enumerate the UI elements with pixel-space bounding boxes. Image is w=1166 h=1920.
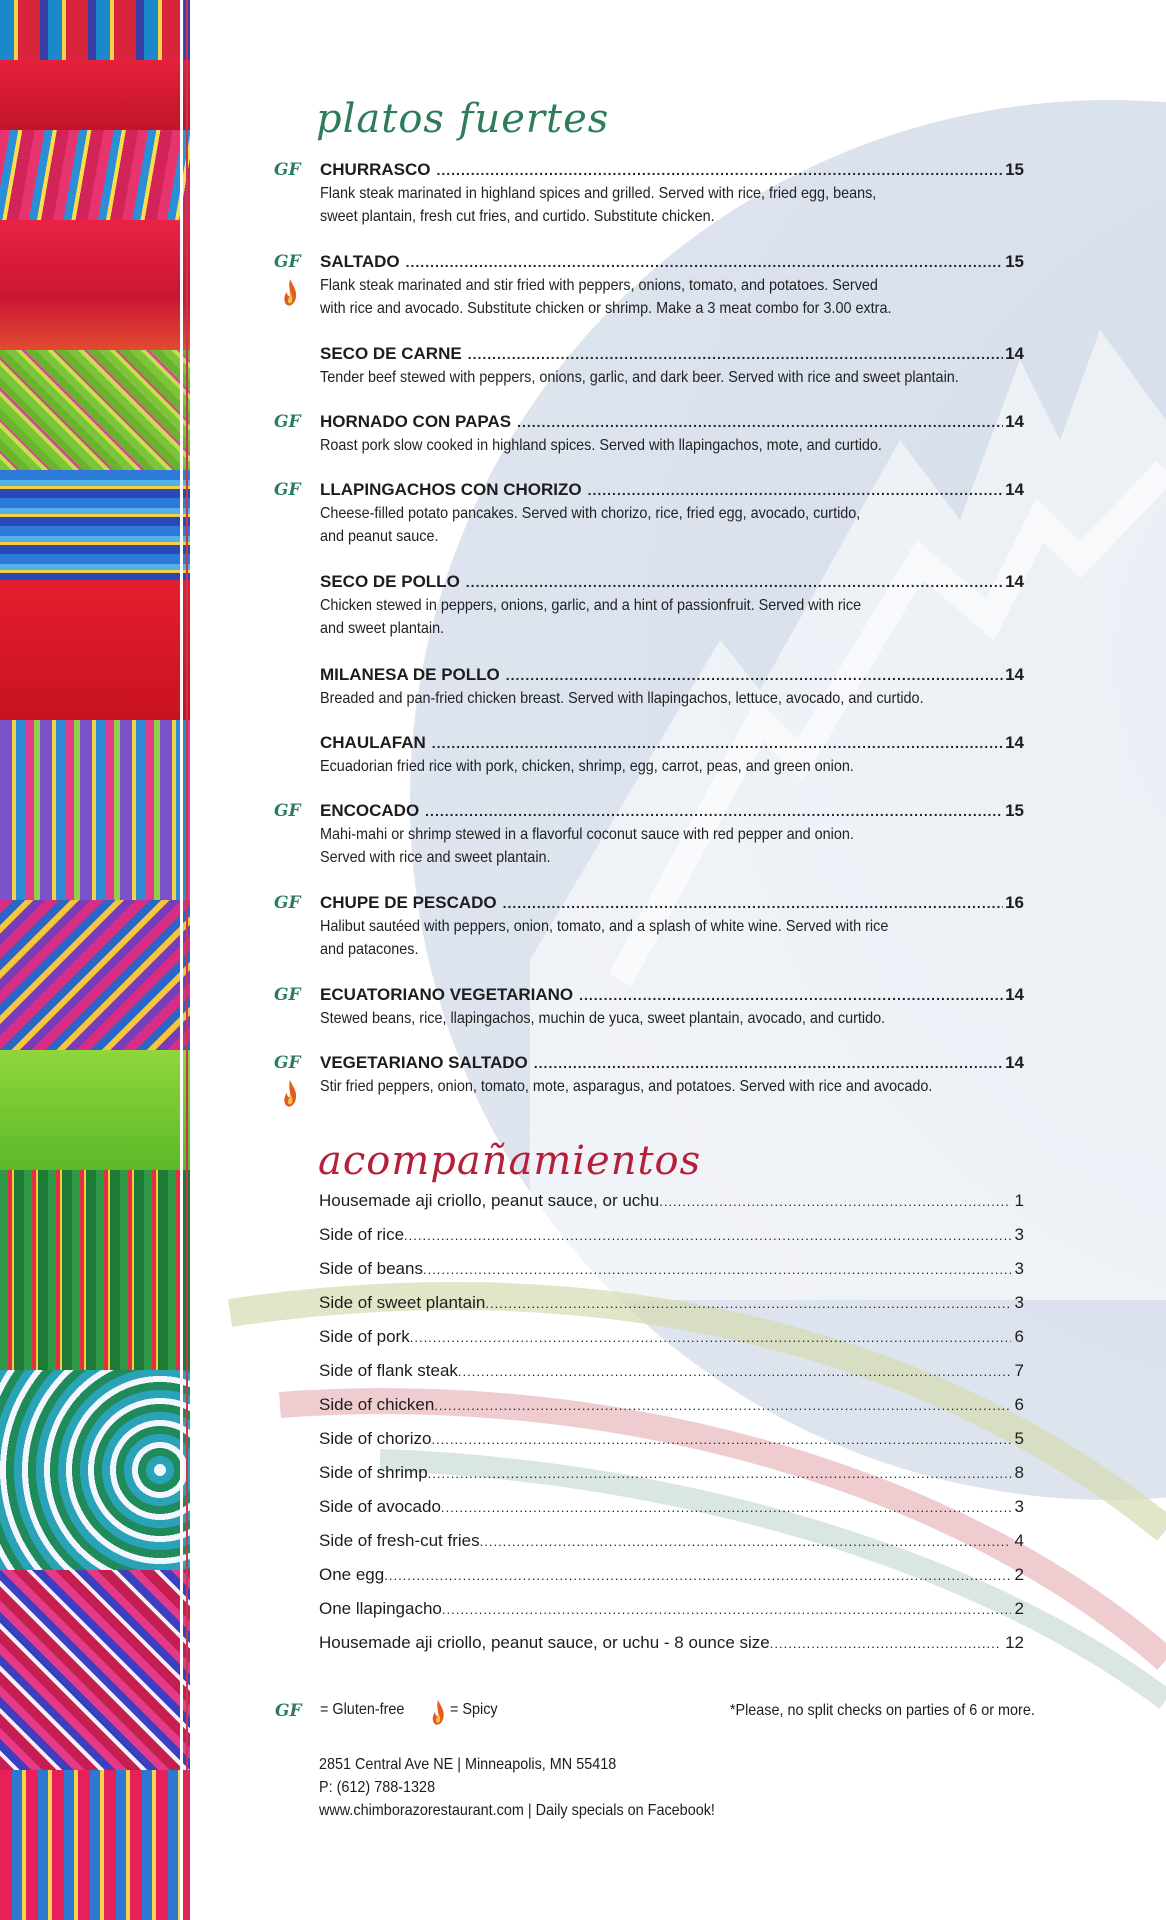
side-price: 6 — [1014, 1327, 1024, 1346]
side-price: 3 — [1014, 1293, 1024, 1312]
dish-description: Stewed beans, rice, llapingachos, muchin de yuca, sweet plantain, avocado, and curtido. — [320, 1010, 886, 1027]
textile-band — [0, 1770, 200, 1920]
leader-dots — [441, 1497, 1011, 1519]
dish-description: Cheese-filled potato pancakes. Served with chorizo, rice, fried egg, avocado, curtido, — [320, 505, 861, 522]
textile-band — [0, 720, 200, 900]
dish-price: 15 — [1005, 160, 1024, 179]
gf-mark-icon: GF — [274, 801, 301, 821]
leader-dots — [517, 412, 1003, 432]
dish-price: 14 — [1005, 412, 1024, 431]
dish-description: Ecuadorian fried rice with pork, chicken, shrimp, egg, carrot, peas, and green onion. — [320, 758, 854, 775]
side-name: Housemade aji criollo, peanut sauce, or uchu - 8 ounce size — [319, 1633, 770, 1652]
dish-description: and peanut sauce. — [320, 528, 439, 545]
gf-mark-icon: GF — [274, 160, 301, 180]
gf-mark-icon: GF — [274, 1053, 301, 1073]
textile-band — [0, 580, 200, 720]
leader-dots — [659, 1191, 1010, 1213]
side-price: 12 — [1005, 1633, 1024, 1652]
side-price: 3 — [1014, 1497, 1024, 1516]
leader-dots — [480, 1531, 1011, 1553]
side-item — [319, 1394, 1024, 1416]
side-price: 3 — [1014, 1225, 1024, 1244]
side-name: Side of shrimp — [319, 1463, 428, 1482]
spicy-label: = Spicy — [450, 1701, 498, 1718]
side-name: Side of rice — [319, 1225, 405, 1244]
sides-heading: acompañamientos — [318, 1138, 702, 1184]
side-price: 3 — [1014, 1259, 1024, 1278]
side-price: 2 — [1014, 1599, 1024, 1618]
split-checks-note: *Please, no split checks on parties of 6 or more. — [730, 1702, 1035, 1719]
dish-price: 15 — [1005, 252, 1024, 271]
leader-dots — [485, 1293, 1010, 1315]
textile-photo-strip — [0, 0, 200, 1920]
divider — [190, 0, 200, 1920]
side-item — [319, 1564, 1024, 1586]
dish-name: LLAPINGACHOS CON CHORIZO — [320, 480, 582, 499]
side-name: Side of sweet plantain — [319, 1293, 486, 1312]
side-price: 1 — [1014, 1191, 1024, 1210]
side-price: 6 — [1014, 1395, 1024, 1414]
dish-name: HORNADO CON PAPAS — [320, 412, 512, 431]
side-item — [319, 1530, 1024, 1552]
flame-icon — [282, 278, 298, 308]
side-name: Side of pork — [319, 1327, 410, 1346]
leader-dots — [410, 1327, 1011, 1349]
textile-band — [0, 0, 200, 60]
leader-dots — [428, 1463, 1011, 1485]
dish-item — [270, 160, 1030, 228]
dish-name: CHURRASCO — [320, 160, 431, 179]
leader-dots — [404, 1225, 1010, 1247]
flame-icon — [430, 1699, 446, 1727]
dish-item — [270, 480, 1030, 548]
legend — [275, 1699, 1035, 1729]
textile-band — [0, 1170, 200, 1370]
website-link[interactable]: www.chimborazorestaurant.com | Daily specials on Facebook! — [319, 1802, 715, 1819]
dish-price: 15 — [1005, 801, 1024, 820]
side-item — [319, 1598, 1024, 1620]
dish-item — [270, 412, 1030, 457]
dish-item — [270, 893, 1030, 961]
dish-description: and sweet plantain. — [320, 620, 445, 637]
side-name: Side of chicken — [319, 1395, 435, 1414]
side-name: One llapingacho — [319, 1599, 442, 1618]
side-item — [319, 1632, 1024, 1654]
gluten-free-label: = Gluten-free — [320, 1701, 405, 1718]
dish-item — [270, 985, 1030, 1030]
leader-dots — [506, 665, 1003, 685]
leader-dots — [442, 1599, 1011, 1621]
textile-band — [0, 60, 200, 130]
dish-name: SECO DE POLLO — [320, 572, 460, 591]
dish-price: 14 — [1005, 985, 1024, 1004]
dish-description: Roast pork slow cooked in highland spices. Served with llapingachos, mote, and curtido. — [320, 437, 882, 454]
side-item — [319, 1462, 1024, 1484]
side-name: Side of flank steak — [319, 1361, 458, 1380]
textile-band — [0, 1370, 200, 1570]
dish-price: 14 — [1005, 733, 1024, 752]
side-price: 7 — [1014, 1361, 1024, 1380]
textile-band — [0, 130, 200, 220]
dish-name: SALTADO — [320, 252, 400, 271]
textile-band — [0, 350, 200, 470]
side-item — [319, 1360, 1024, 1382]
side-price: 2 — [1014, 1565, 1024, 1584]
dish-price: 14 — [1005, 665, 1024, 684]
side-name: Side of avocado — [319, 1497, 441, 1516]
dish-item — [270, 665, 1030, 710]
dish-name: CHUPE DE PESCADO — [320, 893, 497, 912]
divider — [180, 0, 183, 1920]
side-name: Housemade aji criollo, peanut sauce, or uchu — [319, 1191, 660, 1210]
leader-dots — [534, 1053, 1003, 1073]
side-item — [319, 1496, 1024, 1518]
dish-item — [270, 733, 1030, 778]
leader-dots — [432, 733, 1003, 753]
gf-mark-icon: GF — [274, 412, 301, 432]
dish-description: sweet plantain, fresh cut fries, and curtido. Substitute chicken. — [320, 208, 715, 225]
dish-name: VEGETARIANO SALTADO — [320, 1053, 528, 1072]
dish-description: Breaded and pan-fried chicken breast. Served with llapingachos, lettuce, avocado, and curtido. — [320, 690, 924, 707]
divider — [186, 0, 188, 1920]
leader-dots — [503, 893, 1003, 913]
leader-dots — [406, 252, 1003, 272]
dish-item — [270, 1053, 1030, 1098]
dish-name: MILANESA DE POLLO — [320, 665, 500, 684]
dish-description: Flank steak marinated in highland spices and grilled. Served with rice, fried egg, beans, — [320, 185, 877, 202]
dish-price: 14 — [1005, 572, 1024, 591]
dish-description: with rice and avocado. Substitute chicken or shrimp. Make a 3 meat combo for 3.00 extra. — [320, 300, 892, 317]
dish-name: SECO DE CARNE — [320, 344, 462, 363]
dish-item — [270, 252, 1030, 320]
address: 2851 Central Ave NE | Minneapolis, MN 55418 — [319, 1756, 617, 1773]
dish-description: Halibut sautéed with peppers, onion, tomato, and a splash of white wine. Served with rice — [320, 918, 889, 935]
gf-mark-icon: GF — [274, 985, 301, 1005]
gf-mark-icon: GF — [274, 480, 301, 500]
dish-description: and patacones. — [320, 941, 419, 958]
dish-price: 14 — [1005, 1053, 1024, 1072]
dish-name: ECUATORIANO VEGETARIANO — [320, 985, 574, 1004]
phone: P: (612) 788-1328 — [319, 1779, 436, 1796]
dish-item — [270, 801, 1030, 869]
side-item — [319, 1292, 1024, 1314]
side-price: 4 — [1014, 1531, 1024, 1550]
leader-dots — [423, 1259, 1011, 1281]
dish-description: Served with rice and sweet plantain. — [320, 849, 551, 866]
leader-dots — [588, 480, 1003, 500]
dish-description: Flank steak marinated and stir fried with peppers, onions, tomato, and potatoes. Served — [320, 277, 878, 294]
dish-name: CHAULAFAN — [320, 733, 426, 752]
flame-icon — [282, 1079, 298, 1109]
leader-dots — [434, 1395, 1010, 1417]
main-dishes-heading: platos fuertes — [316, 96, 610, 142]
textile-band — [0, 1050, 200, 1170]
leader-dots — [770, 1633, 1001, 1655]
side-item — [319, 1326, 1024, 1348]
dish-name: ENCOCADO — [320, 801, 420, 820]
dish-description: Tender beef stewed with peppers, onions, garlic, and dark beer. Served with rice and sweet plantain. — [320, 369, 959, 386]
leader-dots — [425, 801, 1003, 821]
side-price: 5 — [1014, 1429, 1024, 1448]
gf-mark-icon: GF — [275, 1701, 302, 1721]
textile-band — [0, 1570, 200, 1770]
side-item — [319, 1428, 1024, 1450]
side-name: Side of chorizo — [319, 1429, 432, 1448]
dish-description: Chicken stewed in peppers, onions, garlic, and a hint of passionfruit. Served with rice — [320, 597, 862, 614]
textile-band — [0, 220, 200, 350]
leader-dots — [384, 1565, 1010, 1587]
dish-item — [270, 572, 1030, 640]
footer — [319, 1753, 715, 1822]
side-name: Side of beans — [319, 1259, 423, 1278]
side-name: Side of fresh-cut fries — [319, 1531, 480, 1550]
gf-mark-icon: GF — [274, 252, 301, 272]
gf-mark-icon: GF — [274, 893, 301, 913]
dish-item — [270, 344, 1030, 389]
dish-price: 14 — [1005, 344, 1024, 363]
dish-price: 16 — [1005, 893, 1024, 912]
side-price: 8 — [1014, 1463, 1024, 1482]
dish-price: 14 — [1005, 480, 1024, 499]
leader-dots — [437, 160, 1004, 180]
dish-description: Mahi-mahi or shrimp stewed in a flavorful coconut sauce with red pepper and onion. — [320, 826, 854, 843]
side-item — [319, 1258, 1024, 1280]
textile-band — [0, 900, 200, 1050]
dish-description: Stir fried peppers, onion, tomato, mote, asparagus, and potatoes. Served with rice and avocado. — [320, 1078, 933, 1095]
leader-dots — [468, 344, 1003, 364]
side-item — [319, 1190, 1024, 1212]
leader-dots — [466, 572, 1003, 592]
side-name: One egg — [319, 1565, 385, 1584]
leader-dots — [458, 1361, 1011, 1383]
leader-dots — [579, 985, 1003, 1005]
side-item — [319, 1224, 1024, 1246]
textile-band — [0, 470, 200, 580]
leader-dots — [431, 1429, 1010, 1451]
